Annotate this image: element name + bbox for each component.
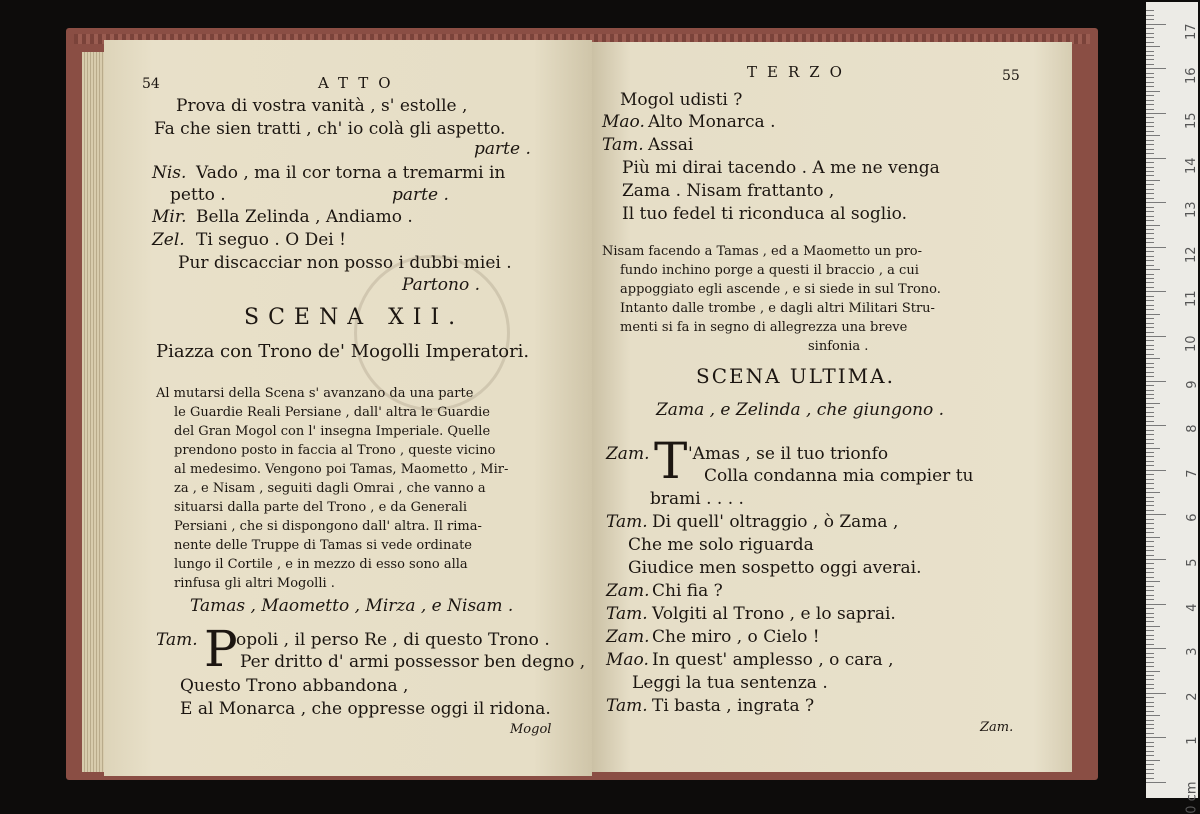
ruler-tick [1146, 46, 1160, 47]
ruler-tick [1146, 300, 1154, 301]
verse-line: Giudice men sospetto oggi averai. [628, 558, 922, 578]
ruler-tick [1146, 421, 1154, 422]
ruler-tick [1146, 354, 1154, 355]
ruler-tick [1146, 349, 1154, 350]
direction-line: Al mutarsi della Scena s' avanzano da una parte [156, 386, 474, 401]
ruler-tick [1146, 211, 1154, 212]
ruler-tick [1146, 336, 1166, 337]
ruler-tick [1146, 733, 1154, 734]
verse-line: Alto Monarca . [648, 112, 776, 132]
ruler-label: 4 [1184, 603, 1200, 612]
ruler-tick [1146, 376, 1154, 377]
stage-note: Partono . [402, 275, 480, 295]
ruler-tick [1146, 305, 1154, 306]
ruler-tick [1146, 671, 1160, 672]
ruler-tick [1146, 746, 1154, 747]
ruler-tick [1146, 604, 1166, 605]
ruler-tick [1146, 403, 1160, 404]
ruler-tick [1146, 568, 1154, 569]
ruler-tick [1146, 73, 1154, 74]
ruler-tick [1146, 452, 1154, 453]
ruler-tick [1146, 657, 1154, 658]
ruler-label: 1 [1184, 736, 1200, 746]
speaker-label: Tam. [606, 604, 648, 624]
ruler-tick [1146, 644, 1154, 645]
direction-line: prendono posto in faccia al Trono , queste vicino [174, 443, 496, 458]
ruler-tick [1146, 117, 1154, 118]
ruler-tick [1146, 448, 1160, 449]
ruler-tick [1146, 505, 1154, 506]
ruler-tick [1146, 287, 1154, 288]
ruler-tick [1146, 653, 1154, 654]
ruler-tick [1146, 381, 1166, 382]
ruler-label: 16 [1184, 67, 1200, 85]
ruler-tick [1146, 711, 1154, 712]
ruler-tick [1146, 59, 1154, 60]
ruler-tick [1146, 773, 1154, 774]
ruler-tick [1146, 77, 1154, 78]
verse-line: brami . . . . [650, 489, 744, 509]
ruler-tick [1146, 648, 1166, 649]
verse-line: Che miro , o Cielo ! [652, 627, 820, 647]
ruler-tick [1146, 238, 1154, 239]
ruler-tick [1146, 24, 1166, 25]
ruler-tick [1146, 229, 1154, 230]
ruler-label: 13 [1184, 201, 1200, 219]
speaker-label: Zel. [152, 230, 185, 250]
ruler-tick [1146, 242, 1154, 243]
verse-line: In quest' amplesso , o cara , [652, 650, 894, 670]
character-list: Tamas , Maometto , Mirza , e Nisam . [190, 596, 514, 616]
ruler-tick [1146, 332, 1154, 333]
ruler-tick [1146, 635, 1154, 636]
ruler-tick [1146, 193, 1154, 194]
ruler-tick [1146, 37, 1154, 38]
direction-line: sinfonia . [808, 339, 869, 354]
ruler-tick [1146, 461, 1154, 462]
ruler-tick [1146, 256, 1154, 257]
ruler-tick [1146, 595, 1154, 596]
ruler-tick [1146, 483, 1154, 484]
ruler-tick [1146, 140, 1154, 141]
ruler-tick [1146, 318, 1154, 319]
ruler-tick [1146, 572, 1154, 573]
ruler-tick [1146, 28, 1154, 29]
ruler-label: 15 [1184, 112, 1200, 130]
ruler-tick [1146, 492, 1160, 493]
ruler-tick [1146, 760, 1160, 761]
page-number: 54 [142, 76, 160, 92]
ruler-tick [1146, 412, 1154, 413]
ruler-tick [1146, 563, 1154, 564]
ruler-tick [1146, 724, 1154, 725]
verse-line: Bella Zelinda , Andiamo . [196, 207, 413, 227]
direction-line: Persiani , che si dispongono dall' altra. Il rima- [174, 519, 482, 534]
verse-line: Questo Trono abbandona , [180, 676, 409, 696]
verse-line: Prova di vostra vanità , s' estolle , [176, 96, 468, 116]
ruler-tick [1146, 82, 1154, 83]
verse-line: E al Monarca , che oppresse oggi il ridona. [180, 699, 551, 719]
ruler-tick [1146, 430, 1154, 431]
ruler-label: 0 cm [1184, 781, 1200, 814]
ruler-label: 9 [1184, 380, 1200, 389]
speaker-label: Mao. [606, 650, 649, 670]
ruler-tick [1146, 10, 1154, 11]
ruler-tick [1146, 51, 1154, 52]
ruler-tick [1146, 309, 1154, 310]
ruler-label: 7 [1184, 469, 1200, 478]
direction-line: za , e Nisam , seguiti dagli Omrai , che vanno a [174, 481, 486, 496]
ruler-tick [1146, 769, 1154, 770]
scene-title: SCENA XII. [244, 305, 465, 330]
verse-line: Leggi la tua sentenza . [632, 673, 828, 693]
ruler-tick [1146, 474, 1154, 475]
direction-line: Intanto dalle trombe , e dagli altri Militari Stru- [620, 301, 935, 316]
ruler-tick [1146, 497, 1154, 498]
ruler-tick [1146, 528, 1154, 529]
ruler-tick [1146, 251, 1154, 252]
speaker-label: Tam. [606, 512, 648, 532]
ruler-tick [1146, 385, 1154, 386]
verse-line: Di quell' oltraggio , ò Zama , [652, 512, 899, 532]
verse-line: Fa che sien tratti , ch' io colà gli aspetto. [154, 119, 506, 139]
drop-cap: P [204, 620, 238, 678]
running-head: TERZO [747, 63, 852, 81]
ruler-tick [1146, 666, 1154, 667]
ruler-tick [1146, 737, 1166, 738]
ruler-tick [1146, 220, 1154, 221]
speaker-label: Mao. [602, 112, 645, 132]
verse-line: Vado , ma il cor torna a tremarmi in [196, 163, 506, 183]
ruler-tick [1146, 345, 1154, 346]
verse-line: Colla condanna mia compier tu [704, 466, 974, 486]
ruler-tick [1146, 202, 1166, 203]
catchword: Mogol [510, 722, 552, 737]
ruler-tick [1146, 407, 1154, 408]
verse-line: Mogol udisti ? [620, 90, 743, 110]
ruler-tick [1146, 541, 1154, 542]
ruler-tick [1146, 55, 1154, 56]
direction-line: le Guardie Reali Persiane , dall' altra le Guardie [174, 405, 491, 420]
ruler-tick [1146, 626, 1160, 627]
measuring-ruler [1146, 2, 1200, 814]
ruler-tick [1146, 720, 1154, 721]
ruler-tick [1146, 416, 1154, 417]
ruler-tick [1146, 367, 1154, 368]
ruler-tick [1146, 68, 1166, 69]
ruler-tick [1146, 265, 1154, 266]
ruler-tick [1146, 189, 1154, 190]
ruler-tick [1146, 135, 1160, 136]
ruler-tick [1146, 216, 1154, 217]
verse-line: opoli , il perso Re , di questo Trono . [236, 630, 550, 650]
ruler-tick [1146, 559, 1166, 560]
ruler-label: 3 [1184, 647, 1200, 656]
ruler-tick [1146, 630, 1154, 631]
ruler-tick [1146, 86, 1154, 87]
ruler-tick [1146, 95, 1154, 96]
ruler-tick [1146, 358, 1160, 359]
verse-line: Il tuo fedel ti riconduca al soglio. [622, 204, 907, 224]
ruler-tick [1146, 15, 1154, 16]
ruler-tick [1146, 104, 1154, 105]
ruler-label: 10 [1184, 335, 1200, 353]
ruler-tick [1146, 479, 1154, 480]
ruler-tick [1146, 537, 1160, 538]
ruler-label: 11 [1184, 290, 1200, 308]
ruler-tick [1146, 519, 1154, 520]
ruler-tick [1146, 608, 1154, 609]
direction-line: Nisam facendo a Tamas , ed a Maometto un pro- [602, 244, 923, 259]
ruler-tick [1146, 207, 1154, 208]
ruler-tick [1146, 617, 1154, 618]
ruler-tick [1146, 274, 1154, 275]
ruler-tick [1146, 425, 1166, 426]
ruler-tick [1146, 269, 1160, 270]
ruler-tick [1146, 465, 1154, 466]
ruler-tick [1146, 198, 1154, 199]
ruler-tick [1146, 33, 1154, 34]
ruler-tick [1146, 577, 1154, 578]
ruler-tick [1146, 122, 1154, 123]
stage-note: parte . [392, 185, 449, 205]
ruler-tick [1146, 109, 1154, 110]
verse-line: Che me solo riguarda [628, 535, 814, 555]
ruler-tick [1146, 282, 1154, 283]
ruler-tick [1146, 782, 1166, 783]
ruler-tick [1146, 158, 1166, 159]
ruler-tick [1146, 706, 1154, 707]
ruler-tick [1146, 167, 1154, 168]
verse-line: petto . [170, 185, 226, 205]
direction-line: fundo inchino porge a questi il braccio , a cui [620, 263, 919, 278]
verse-line: Più mi dirai tacendo . A me ne venga [622, 158, 940, 178]
ruler-label: 12 [1184, 246, 1200, 263]
ruler-tick [1146, 340, 1154, 341]
verse-line: 'Amas , se il tuo trionfo [688, 444, 889, 464]
left-page [104, 40, 592, 776]
ruler-tick [1146, 398, 1154, 399]
verse-line: Per dritto d' armi possessor ben degno , [240, 652, 586, 672]
ruler-tick [1146, 175, 1154, 176]
running-head: ATTO [318, 74, 401, 92]
ruler-tick [1146, 675, 1154, 676]
direction-line: rinfusa gli altri Mogolli . [174, 576, 335, 591]
ruler-label: 6 [1184, 513, 1200, 523]
verse-line: Assai [648, 135, 694, 155]
ruler-tick [1146, 131, 1154, 132]
ruler-tick [1146, 679, 1154, 680]
ruler-tick [1146, 278, 1154, 279]
ruler-tick [1146, 184, 1154, 185]
ruler-tick [1146, 532, 1154, 533]
ruler-tick [1146, 688, 1154, 689]
ruler-tick [1146, 555, 1154, 556]
ruler-tick [1146, 751, 1154, 752]
ruler-tick [1146, 523, 1154, 524]
scene-title: SCENA ULTIMA. [696, 364, 895, 388]
ruler-tick [1146, 755, 1154, 756]
verse-line: Ti basta , ingrata ? [652, 696, 815, 716]
ruler-label: 2 [1184, 692, 1200, 701]
direction-line: lungo il Cortile , e in mezzo di esso sono alla [174, 557, 468, 572]
ruler-tick [1146, 599, 1154, 600]
ruler-tick [1146, 697, 1154, 698]
catchword: Zam. [980, 720, 1014, 735]
speaker-label: Mir. [152, 207, 187, 227]
verse-line: Pur discacciar non posso i dubbi miei . [178, 253, 512, 273]
direction-line: al medesimo. Vengono poi Tamas, Maometto , Mir- [174, 462, 509, 477]
ruler-tick [1146, 456, 1154, 457]
ruler-tick [1146, 590, 1154, 591]
ruler-tick [1146, 225, 1160, 226]
right-page [592, 42, 1072, 772]
ruler-tick [1146, 64, 1154, 65]
ruler-tick [1146, 728, 1154, 729]
direction-line: appoggiato egli ascende , e si siede in sul Trono. [620, 282, 941, 297]
direction-line: menti si fa in segno di allegrezza una breve [620, 320, 908, 335]
ruler-label: 8 [1184, 424, 1200, 433]
verse-line: Ti seguo . O Dei ! [196, 230, 346, 250]
ruler-tick [1146, 613, 1154, 614]
ruler-tick [1146, 488, 1154, 489]
ruler-tick [1146, 586, 1154, 587]
verse-line: Chi fia ? [652, 581, 723, 601]
speaker-label: Tam. [606, 696, 648, 716]
ruler-tick [1146, 149, 1154, 150]
speaker-label: Zam. [606, 444, 650, 464]
ruler-tick [1146, 702, 1154, 703]
speaker-label: Tam. [156, 630, 198, 650]
ruler-tick [1146, 621, 1154, 622]
ruler-tick [1146, 291, 1166, 292]
ruler-tick [1146, 778, 1154, 779]
ruler-tick [1146, 296, 1154, 297]
ruler-label: 17 [1184, 23, 1200, 40]
drop-cap: T [654, 432, 688, 490]
ruler-tick [1146, 91, 1160, 92]
ruler-tick [1146, 153, 1154, 154]
ruler-tick [1146, 443, 1154, 444]
speaker-label: Tam. [602, 135, 644, 155]
ruler-tick [1146, 372, 1154, 373]
ruler-tick [1146, 514, 1166, 515]
ruler-tick [1146, 510, 1154, 511]
ruler-tick [1146, 470, 1166, 471]
ruler-tick [1146, 260, 1154, 261]
ruler-tick [1146, 693, 1166, 694]
ruler-label: 5 [1184, 558, 1200, 567]
ruler-tick [1146, 662, 1154, 663]
direction-line: nente delle Truppe di Tamas si vede ordinate [174, 538, 472, 553]
ruler-tick [1146, 19, 1154, 20]
ruler-tick [1146, 314, 1160, 315]
ruler-tick [1146, 764, 1154, 765]
ruler-tick [1146, 390, 1154, 391]
ruler-tick [1146, 323, 1154, 324]
ruler-tick [1146, 100, 1154, 101]
ruler-tick [1146, 247, 1166, 248]
ruler-tick [1146, 113, 1166, 114]
verse-line: Volgiti al Trono , e lo saprai. [652, 604, 896, 624]
ruler-tick [1146, 233, 1154, 234]
ruler-tick [1146, 581, 1160, 582]
ruler-tick [1146, 162, 1154, 163]
ruler-tick [1146, 180, 1160, 181]
speaker-label: Zam. [606, 627, 650, 647]
speaker-label: Nis. [152, 163, 187, 183]
ruler-tick [1146, 434, 1154, 435]
ruler-tick [1146, 639, 1154, 640]
ruler-tick [1146, 684, 1154, 685]
direction-line: situarsi dalla parte del Trono , e da Generali [174, 500, 468, 515]
verse-line: Zama . Nisam frattanto , [622, 181, 835, 201]
ruler-tick [1146, 327, 1154, 328]
speaker-label: Zam. [606, 581, 650, 601]
ruler-tick [1146, 715, 1160, 716]
character-list: Zama , e Zelinda , che giungono . [656, 400, 945, 420]
ruler-tick [1146, 126, 1154, 127]
ruler-tick [1146, 742, 1154, 743]
ruler-tick [1146, 144, 1154, 145]
stage-note: parte . [474, 139, 531, 159]
ruler-tick [1146, 363, 1154, 364]
ruler-label: 14 [1184, 157, 1200, 174]
ruler-tick [1146, 550, 1154, 551]
scene-setting: Piazza con Trono de' Mogolli Imperatori. [156, 341, 530, 362]
direction-line: del Gran Mogol con l' insegna Imperiale. Quelle [174, 424, 491, 439]
ruler-tick [1146, 546, 1154, 547]
page-number: 55 [1002, 68, 1020, 84]
ruler-tick [1146, 439, 1154, 440]
ruler-tick [1146, 42, 1154, 43]
ruler-tick [1146, 171, 1154, 172]
ruler-tick [1146, 394, 1154, 395]
ruler-tick [1146, 501, 1154, 502]
